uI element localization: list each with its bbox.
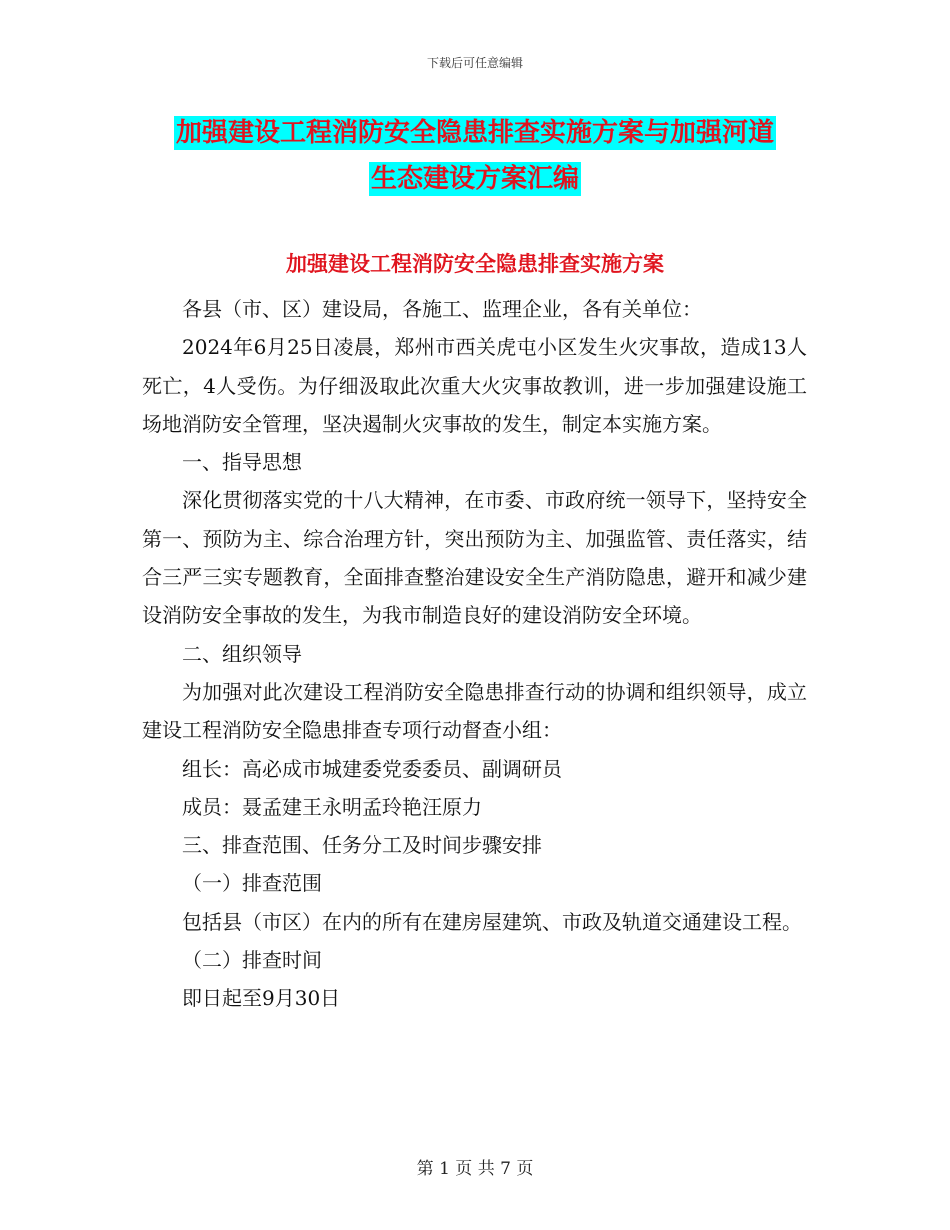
paragraph-group-members: 成员：聂孟建王永明孟玲艳汪原力 [182,794,482,819]
paragraph-time: 即日起至9月30日 [182,986,341,1011]
section-title: 加强建设工程消防安全隐患排查实施方案 [286,251,664,276]
heading-guiding-ideology: 一、指导思想 [182,450,302,475]
heading-organization: 二、组织领导 [182,641,302,666]
subheading-time: （二）排查时间 [182,948,322,973]
heading-scope-tasks: 三、排查范围、任务分工及时间步骤安排 [182,833,542,858]
page-footer: 第 1 页 共 7 页 [416,1159,534,1179]
paragraph-scope: 包括县（市区）在内的所有在建房屋建筑、市政及轨道交通建设工程。 [182,909,802,934]
document-title [130,110,820,202]
paragraph-organization: 为加强对此次建设工程消防安全隐患排查行动的协调和组织领导，成立建设工程消防安全隐患排查专项行动督查小组： [142,679,807,743]
paragraph-group-leader: 组长：高必成市城建委党委委员、副调研员 [182,756,562,781]
paragraph-recipients: 各县（市、区）建设局，各施工、监理企业，各有关单位： [182,297,702,321]
paragraph-background: 2024年6月25日凌晨，郑州市西关虎屯小区发生火灾事故，造成13人死亡，4人受伤。为仔细汲取此次重大火灾事故教训，进一步加强建设施工场地消防安全管理，坚决遏制火灾事故的发生，制定本实施方案。 [142,335,807,436]
document-title-line-2: 生态建设方案汇编 [370,164,579,194]
document-title-line-1: 加强建设工程消防安全隐患排查实施方案与加强河道 [175,118,774,148]
document-body [142,290,807,1018]
header-note: 下载后可任意编辑 [426,56,523,70]
subheading-scope: （一）排查范围 [182,871,322,896]
paragraph-guiding-ideology: 深化贯彻落实党的十八大精神，在市委、市政府统一领导下，坚持安全第一、预防为主、综合治理方针，突出预防为主、加强监管、责任落实，结合三严三实专题教育，全面排查整治建设安全生产消防隐患，避开和减少建设消防安全事故的发生，为我市制造良好的建设消防安全环境。 [142,488,807,628]
